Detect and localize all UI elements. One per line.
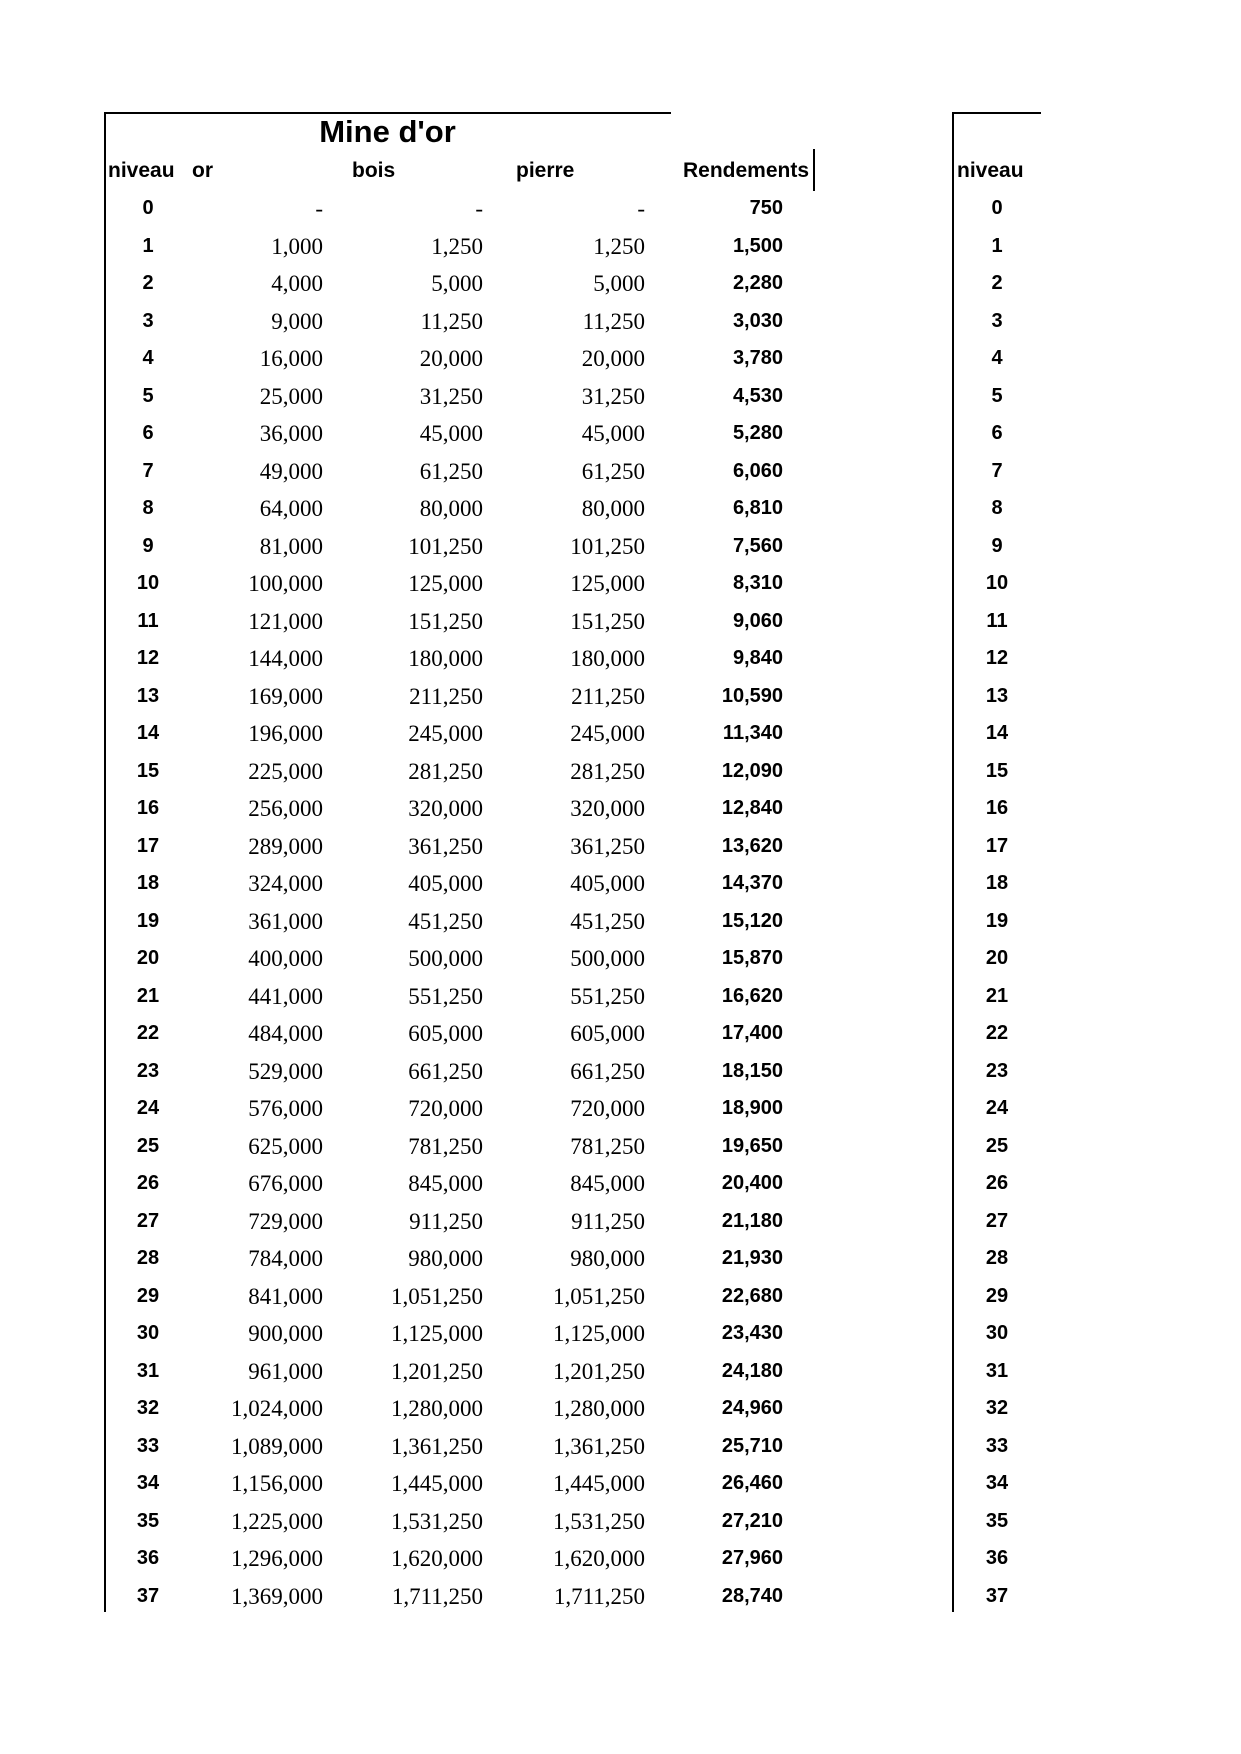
cell-niveau[interactable]: 8 (142, 497, 154, 519)
cell-niveau[interactable]: 18 (136, 872, 160, 894)
cell-niveau[interactable]: 23 (136, 1059, 160, 1082)
cell-or[interactable]: 729,000 (248, 1208, 323, 1234)
cell-bois[interactable]: 1,201,250 (391, 1358, 483, 1384)
cell-niveau[interactable]: 17 (136, 834, 160, 857)
cell-pierre[interactable]: 1,201,250 (553, 1358, 645, 1384)
cell-pierre[interactable]: 1,620,000 (553, 1546, 645, 1571)
table-row (0, 715, 1241, 753)
table-row (0, 790, 1241, 828)
cell-bois[interactable]: 45,000 (419, 421, 483, 446)
table-row (0, 828, 1241, 866)
table-row (0, 490, 1241, 528)
table-row (0, 190, 1241, 228)
cell-pierre[interactable]: 405,000 (570, 871, 645, 896)
cell-niveau[interactable]: 34 (136, 1472, 160, 1494)
cell-bois[interactable]: 31,250 (419, 383, 483, 409)
table-row (0, 528, 1241, 566)
column-header-or[interactable]: or (192, 159, 213, 182)
table-row (0, 1240, 1241, 1278)
cell-pierre[interactable]: 151,250 (570, 608, 645, 634)
cell-niveau-right[interactable]: 26 (985, 1172, 1009, 1194)
cell-rendements[interactable]: 6,060 (732, 459, 783, 482)
cell-rendements[interactable]: 17,400 (721, 1022, 783, 1044)
cell-or[interactable]: 441,000 (248, 983, 323, 1009)
cell-or[interactable]: 16,000 (259, 346, 323, 371)
cell-pierre[interactable]: 605,000 (570, 1021, 645, 1046)
cell-or[interactable]: 289,000 (248, 833, 323, 859)
cell-niveau-right[interactable]: 7 (991, 459, 1003, 482)
cell-pierre[interactable]: 11,250 (582, 308, 645, 334)
column-header-niveau-right[interactable]: niveau (957, 159, 1024, 182)
cell-or[interactable]: 784,000 (248, 1246, 323, 1271)
cell-or[interactable]: 324,000 (248, 871, 323, 896)
cell-rendements[interactable]: 25,710 (721, 1434, 783, 1457)
cell-pierre[interactable]: 5,000 (593, 271, 645, 296)
cell-or[interactable]: 961,000 (248, 1358, 323, 1384)
column-header-niveau[interactable]: niveau (108, 159, 175, 182)
cell-niveau[interactable]: 36 (136, 1547, 160, 1569)
cell-niveau[interactable]: 13 (136, 684, 160, 707)
cell-rendements[interactable]: 24,180 (721, 1359, 783, 1382)
cell-niveau[interactable]: 28 (136, 1247, 160, 1269)
cell-niveau-right[interactable]: 19 (985, 909, 1009, 932)
table-row (0, 565, 1241, 603)
cell-niveau[interactable]: 37 (136, 1584, 160, 1607)
cell-rendements[interactable]: 10,590 (721, 684, 783, 707)
cell-rendements[interactable]: 21,930 (721, 1247, 783, 1269)
cell-bois[interactable]: 1,620,000 (391, 1546, 483, 1571)
cell-bois[interactable]: 80,000 (419, 496, 483, 521)
table-row (0, 1578, 1241, 1616)
cell-or[interactable]: 9,000 (271, 308, 323, 334)
cell-rendements[interactable]: 9,060 (732, 609, 783, 632)
cell-rendements[interactable]: 22,680 (721, 1284, 783, 1307)
cell-or[interactable]: 361,000 (248, 908, 323, 934)
cell-or[interactable]: 484,000 (248, 1021, 323, 1046)
cell-bois[interactable]: 1,445,000 (391, 1471, 483, 1496)
cell-niveau-right[interactable]: 24 (985, 1097, 1009, 1119)
cell-pierre[interactable]: 1,250 (593, 233, 645, 259)
cell-niveau[interactable]: 6 (142, 422, 154, 444)
cell-rendements[interactable]: 5,280 (732, 422, 783, 444)
cell-rendements[interactable]: 3,030 (732, 309, 783, 332)
cell-or[interactable]: 169,000 (248, 683, 323, 709)
cell-niveau[interactable]: 25 (136, 1134, 160, 1157)
cell-bois[interactable]: 211,250 (409, 683, 483, 709)
cell-niveau-right[interactable]: 12 (985, 647, 1009, 669)
cell-niveau-right[interactable]: 2 (991, 272, 1003, 294)
cell-pierre[interactable]: 720,000 (570, 1096, 645, 1121)
cell-niveau[interactable]: 4 (142, 347, 154, 369)
cell-niveau[interactable]: 5 (142, 384, 154, 407)
cell-or[interactable]: 1,156,000 (231, 1471, 323, 1496)
table-row (0, 1165, 1241, 1203)
cell-or[interactable]: 25,000 (259, 383, 323, 409)
cell-rendements[interactable]: 27,210 (721, 1509, 783, 1532)
cell-bois[interactable]: 245,000 (408, 721, 483, 746)
cell-niveau[interactable]: 32 (136, 1397, 160, 1419)
cell-bois[interactable]: 551,250 (408, 983, 483, 1009)
cell-rendements[interactable]: 24,960 (721, 1397, 783, 1419)
table-row (0, 1278, 1241, 1316)
cell-niveau[interactable]: 21 (136, 984, 160, 1007)
table-row (0, 1540, 1241, 1578)
cell-or[interactable]: 36,000 (259, 421, 323, 446)
cell-niveau[interactable]: 29 (136, 1284, 160, 1307)
cell-or[interactable]: 225,000 (248, 758, 323, 784)
cell-pierre[interactable]: 245,000 (570, 721, 645, 746)
cell-niveau[interactable]: 15 (136, 759, 160, 782)
cell-niveau-right[interactable]: 18 (985, 872, 1009, 894)
cell-bois[interactable]: 720,000 (408, 1096, 483, 1121)
cell-or[interactable]: 900,000 (248, 1321, 323, 1346)
cell-pierre[interactable]: 61,250 (581, 458, 645, 484)
cell-niveau-right[interactable]: 33 (985, 1434, 1009, 1457)
cell-niveau-right[interactable]: 22 (985, 1022, 1009, 1044)
cell-bois[interactable]: - (475, 196, 483, 221)
table-row (0, 378, 1241, 416)
cell-or[interactable]: 841,000 (248, 1283, 323, 1309)
cell-niveau-right[interactable]: 9 (991, 534, 1003, 557)
cell-niveau-right[interactable]: 23 (985, 1059, 1009, 1082)
table-row (0, 265, 1241, 303)
cell-bois[interactable]: 1,361,250 (391, 1433, 483, 1459)
cell-or[interactable]: 400,000 (248, 946, 323, 971)
cell-niveau[interactable]: 0 (142, 197, 154, 219)
cell-rendements[interactable]: 12,090 (721, 759, 783, 782)
cell-or[interactable]: 576,000 (248, 1096, 323, 1121)
cell-bois[interactable]: 180,000 (408, 646, 483, 671)
cell-bois[interactable]: 845,000 (408, 1171, 483, 1196)
cell-pierre[interactable]: - (637, 196, 645, 221)
cell-niveau[interactable]: 26 (136, 1172, 160, 1194)
cell-bois[interactable]: 661,250 (408, 1058, 483, 1084)
cell-niveau-right[interactable]: 5 (991, 384, 1003, 407)
cell-niveau[interactable]: 33 (136, 1434, 160, 1457)
cell-rendements[interactable]: 3,780 (732, 347, 783, 369)
cell-bois[interactable]: 911,250 (409, 1208, 483, 1234)
cell-rendements[interactable]: 7,560 (732, 534, 783, 557)
cell-or[interactable]: - (315, 196, 323, 221)
cell-bois[interactable]: 361,250 (408, 833, 483, 859)
cell-rendements[interactable]: 26,460 (721, 1472, 783, 1494)
cell-or[interactable]: 1,024,000 (231, 1396, 323, 1421)
cell-niveau-right[interactable]: 28 (985, 1247, 1009, 1269)
cell-pierre[interactable]: 1,711,250 (553, 1583, 645, 1609)
cell-or[interactable]: 121,000 (248, 608, 323, 634)
cell-niveau[interactable]: 10 (136, 572, 160, 594)
cell-bois[interactable]: 151,250 (408, 608, 483, 634)
table-row (0, 865, 1241, 903)
cell-or[interactable]: 196,000 (248, 721, 323, 746)
cell-or[interactable]: 256,000 (248, 796, 323, 821)
cell-bois[interactable]: 1,531,250 (391, 1508, 483, 1534)
cell-or[interactable]: 1,089,000 (231, 1433, 323, 1459)
cell-rendements[interactable]: 23,430 (721, 1322, 783, 1344)
table-row (0, 228, 1241, 266)
cell-pierre[interactable]: 1,125,000 (553, 1321, 645, 1346)
cell-rendements[interactable]: 12,840 (721, 797, 783, 819)
table-row (0, 1053, 1241, 1091)
cell-niveau-right[interactable]: 17 (985, 834, 1009, 857)
cell-bois[interactable]: 451,250 (408, 908, 483, 934)
table-row (0, 303, 1241, 341)
cell-rendements[interactable]: 21,180 (721, 1209, 783, 1232)
cell-niveau-right[interactable]: 32 (985, 1397, 1009, 1419)
cell-niveau-right[interactable]: 16 (985, 797, 1009, 819)
cell-pierre[interactable]: 451,250 (570, 908, 645, 934)
cell-pierre[interactable]: 911,250 (571, 1208, 645, 1234)
cell-pierre[interactable]: 361,250 (570, 833, 645, 859)
table-row (0, 1428, 1241, 1466)
cell-bois[interactable]: 101,250 (408, 533, 483, 559)
cell-niveau[interactable]: 35 (136, 1509, 160, 1532)
cell-niveau[interactable]: 7 (142, 459, 154, 482)
cell-niveau[interactable]: 9 (142, 534, 154, 557)
cell-niveau-right[interactable]: 27 (985, 1209, 1009, 1232)
cell-or[interactable]: 1,296,000 (231, 1546, 323, 1571)
cell-rendements[interactable]: 6,810 (732, 497, 783, 519)
cell-niveau[interactable]: 27 (136, 1209, 160, 1232)
cell-rendements[interactable]: 2,280 (732, 272, 783, 294)
cell-bois[interactable]: 281,250 (408, 758, 483, 784)
column-header-rendements[interactable]: Rendements (683, 159, 810, 182)
cell-pierre[interactable]: 1,445,000 (553, 1471, 645, 1496)
cell-pierre[interactable]: 125,000 (570, 571, 645, 596)
table-row (0, 1315, 1241, 1353)
cell-rendements[interactable]: 13,620 (721, 834, 783, 857)
cell-pierre[interactable]: 980,000 (570, 1246, 645, 1271)
cell-niveau[interactable]: 14 (136, 722, 160, 744)
cell-or[interactable]: 676,000 (248, 1171, 323, 1196)
cell-or[interactable]: 49,000 (259, 458, 323, 484)
cell-pierre[interactable]: 31,250 (581, 383, 645, 409)
table-row (0, 940, 1241, 978)
cell-bois[interactable]: 1,250 (431, 233, 483, 259)
table-row (0, 753, 1241, 791)
cell-niveau-right[interactable]: 3 (991, 309, 1003, 332)
cell-pierre[interactable]: 80,000 (581, 496, 645, 521)
cell-niveau[interactable]: 2 (142, 272, 154, 294)
cell-pierre[interactable]: 45,000 (581, 421, 645, 446)
cell-niveau[interactable]: 24 (136, 1097, 160, 1119)
table-row (0, 1090, 1241, 1128)
table-row (0, 340, 1241, 378)
cell-pierre[interactable]: 500,000 (570, 946, 645, 971)
cell-pierre[interactable]: 101,250 (570, 533, 645, 559)
cell-niveau[interactable]: 19 (136, 909, 160, 932)
cell-pierre[interactable]: 211,250 (571, 683, 645, 709)
cell-pierre[interactable]: 1,280,000 (553, 1396, 645, 1421)
cell-bois[interactable]: 1,051,250 (391, 1283, 483, 1309)
cell-bois[interactable]: 605,000 (408, 1021, 483, 1046)
cell-pierre[interactable]: 1,051,250 (553, 1283, 645, 1309)
cell-niveau-right[interactable]: 25 (985, 1134, 1009, 1157)
text-cursor-caret (813, 149, 815, 191)
table-row (0, 1353, 1241, 1391)
cell-rendements[interactable]: 16,620 (721, 984, 783, 1007)
cell-or[interactable]: 1,000 (271, 233, 323, 259)
cell-pierre[interactable]: 1,361,250 (553, 1433, 645, 1459)
cell-niveau-right[interactable]: 35 (985, 1509, 1009, 1532)
cell-pierre[interactable]: 281,250 (570, 758, 645, 784)
cell-niveau[interactable]: 30 (136, 1322, 160, 1344)
table-row (0, 903, 1241, 941)
cell-niveau[interactable]: 3 (142, 309, 154, 332)
cell-pierre[interactable]: 661,250 (570, 1058, 645, 1084)
cell-niveau-right[interactable]: 0 (991, 197, 1003, 219)
cell-or[interactable]: 81,000 (259, 533, 323, 559)
cell-rendements[interactable]: 28,740 (721, 1584, 783, 1607)
cell-niveau[interactable]: 22 (136, 1022, 160, 1044)
table-row (0, 678, 1241, 716)
cell-bois[interactable]: 1,711,250 (391, 1583, 483, 1609)
cell-rendements[interactable]: 27,960 (721, 1547, 783, 1569)
cell-rendements[interactable]: 14,370 (721, 872, 783, 894)
cell-pierre[interactable]: 180,000 (570, 646, 645, 671)
column-header-bois[interactable]: bois (352, 159, 396, 182)
cell-pierre[interactable]: 1,531,250 (553, 1508, 645, 1534)
cell-bois[interactable]: 5,000 (431, 271, 483, 296)
table-row (0, 1465, 1241, 1503)
cell-rendements[interactable]: 19,650 (721, 1134, 783, 1157)
cell-niveau-right[interactable]: 34 (985, 1472, 1009, 1494)
cell-or[interactable]: 4,000 (271, 271, 323, 296)
cell-rendements[interactable]: 15,120 (721, 909, 783, 932)
cell-pierre[interactable]: 845,000 (570, 1171, 645, 1196)
table-row (0, 1203, 1241, 1241)
cell-niveau-right[interactable]: 10 (985, 572, 1009, 594)
cell-or[interactable]: 625,000 (248, 1133, 323, 1159)
cell-niveau-right[interactable]: 29 (985, 1284, 1009, 1307)
cell-pierre[interactable]: 20,000 (581, 346, 645, 371)
table-row (0, 1015, 1241, 1053)
cell-bois[interactable]: 781,250 (408, 1133, 483, 1159)
cell-niveau-right[interactable]: 37 (985, 1584, 1009, 1607)
cell-niveau-right[interactable]: 13 (985, 684, 1009, 707)
cell-rendements[interactable]: 20,400 (721, 1172, 783, 1194)
cell-niveau-right[interactable]: 14 (985, 722, 1009, 744)
cell-or[interactable]: 1,369,000 (231, 1583, 323, 1609)
cell-or[interactable]: 1,225,000 (231, 1508, 323, 1534)
cell-niveau-right[interactable]: 6 (991, 422, 1003, 444)
cell-bois[interactable]: 980,000 (408, 1246, 483, 1271)
table-row (0, 1390, 1241, 1428)
cell-niveau-right[interactable]: 21 (985, 984, 1009, 1007)
cell-pierre[interactable]: 781,250 (570, 1133, 645, 1159)
cell-niveau-right[interactable]: 4 (991, 347, 1003, 369)
cell-pierre[interactable]: 320,000 (570, 796, 645, 821)
cell-bois[interactable]: 320,000 (408, 796, 483, 821)
cell-rendements[interactable]: 11,340 (722, 722, 783, 744)
cell-rendements[interactable]: 8,310 (732, 572, 783, 594)
cell-rendements[interactable]: 9,840 (732, 647, 783, 669)
cell-bois[interactable]: 1,280,000 (391, 1396, 483, 1421)
cell-niveau-right[interactable]: 1 (991, 234, 1003, 257)
cell-bois[interactable]: 11,250 (420, 308, 483, 334)
table-row (0, 1128, 1241, 1166)
table-row (0, 1503, 1241, 1541)
cell-or[interactable]: 144,000 (248, 646, 323, 671)
cell-niveau-right[interactable]: 11 (986, 609, 1008, 632)
table-title: Mine d'or (319, 114, 456, 149)
cell-or[interactable]: 100,000 (248, 571, 323, 596)
cell-niveau-right[interactable]: 15 (985, 759, 1009, 782)
table-row (0, 640, 1241, 678)
cell-rendements[interactable]: 1,500 (732, 234, 783, 257)
cell-niveau[interactable]: 16 (136, 797, 160, 819)
cell-bois[interactable]: 125,000 (408, 571, 483, 596)
right-table-top-border (952, 112, 1041, 114)
cell-niveau[interactable]: 1 (142, 234, 154, 257)
cell-niveau[interactable]: 11 (137, 609, 159, 632)
cell-rendements[interactable]: 18,150 (721, 1059, 783, 1082)
table-row (0, 978, 1241, 1016)
cell-rendements[interactable]: 750 (749, 197, 783, 219)
cell-bois[interactable]: 500,000 (408, 946, 483, 971)
cell-or[interactable]: 529,000 (248, 1058, 323, 1084)
cell-bois[interactable]: 61,250 (419, 458, 483, 484)
cell-niveau[interactable]: 12 (136, 647, 160, 669)
cell-bois[interactable]: 1,125,000 (391, 1321, 483, 1346)
cell-niveau[interactable]: 20 (136, 947, 160, 969)
cell-rendements[interactable]: 4,530 (732, 384, 783, 407)
cell-rendements[interactable]: 18,900 (721, 1097, 783, 1119)
cell-bois[interactable]: 405,000 (408, 871, 483, 896)
column-header-pierre[interactable]: pierre (516, 159, 575, 182)
cell-niveau-right[interactable]: 20 (985, 947, 1009, 969)
table-row (0, 603, 1241, 641)
table-row (0, 415, 1241, 453)
cell-bois[interactable]: 20,000 (419, 346, 483, 371)
cell-niveau-right[interactable]: 30 (985, 1322, 1009, 1344)
cell-rendements[interactable]: 15,870 (721, 947, 783, 969)
table-row (0, 453, 1241, 491)
cell-or[interactable]: 64,000 (259, 496, 323, 521)
cell-niveau-right[interactable]: 8 (991, 497, 1003, 519)
cell-niveau[interactable]: 31 (136, 1359, 160, 1382)
cell-niveau-right[interactable]: 36 (985, 1547, 1009, 1569)
cell-pierre[interactable]: 551,250 (570, 983, 645, 1009)
cell-niveau-right[interactable]: 31 (985, 1359, 1009, 1382)
